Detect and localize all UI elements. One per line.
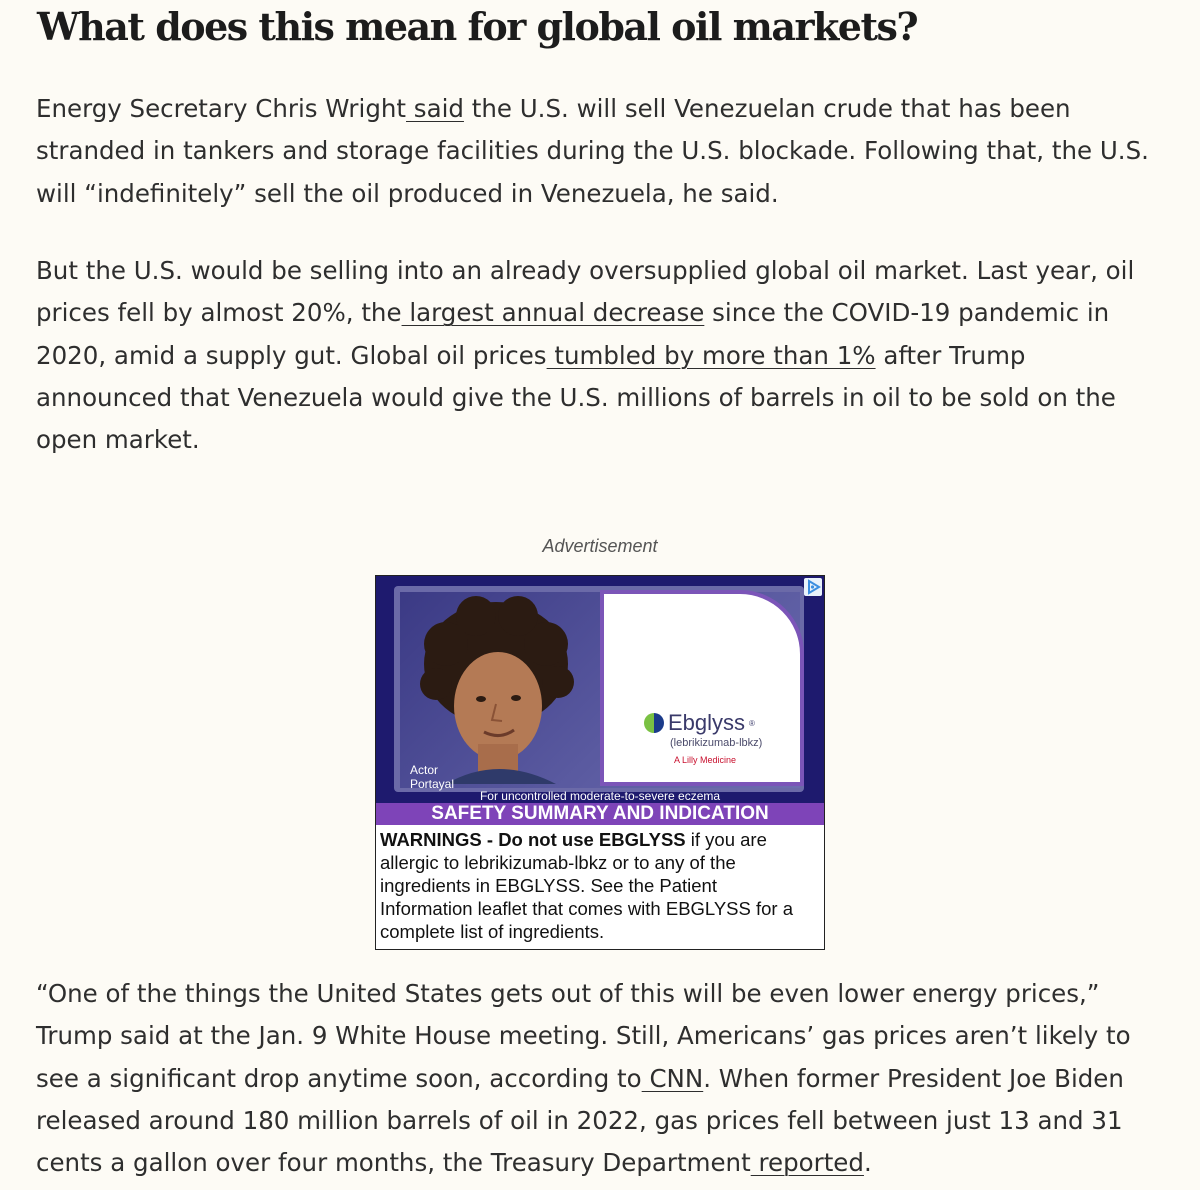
paragraph-text: . When former President Joe Biden released around 180 million barrels of oil in 2022, gas prices fell between just 13 and 31 cents a gallon over four months, the Treasury Department (36, 1063, 1124, 1178)
largest-annual-decrease-link[interactable]: largest annual decrease (401, 298, 705, 328)
adchoices-icon[interactable] (804, 578, 822, 596)
paragraph-1 (36, 88, 1166, 215)
paragraph-text: the U.S. will sell Venezuelan crude that has been stranded in tankers and storage facilities during the U.S. blockade. Following that, the U.S. will “indefinitely” sell the oil produced in Venezuela, he said. (36, 94, 1149, 208)
actor-caption-line: Portayal (410, 777, 455, 791)
reported-link[interactable]: reported (750, 1148, 864, 1178)
section-heading: What does this mean for global oil markets? (37, 4, 918, 49)
ebglyss-generic-name: (lebrikizumab-lbkz) (670, 737, 763, 749)
tumbled-link[interactable]: tumbled by more than 1% (546, 340, 876, 370)
paragraph-text: . (863, 1148, 872, 1178)
ad-safety-band: SAFETY SUMMARY AND INDICATION (376, 803, 824, 825)
paragraph-3 (36, 973, 1166, 1184)
actor-caption-line: Actor (410, 763, 439, 777)
ad-hero-image[interactable] (376, 576, 824, 803)
paragraph-2 (36, 250, 1166, 461)
ad-banner[interactable] (375, 575, 825, 950)
paragraph-text: “One of the things the United States gets out of this will be even lower energy prices,” Trump said at the Jan. 9 White House meeting. Still, Americans’ gas prices aren’t likely to see a significant drop anytime soon, according to (36, 979, 1131, 1093)
registered-mark: ® (749, 718, 755, 728)
ad-indication-strip: For uncontrolled moderate-to-severe eczema (479, 789, 721, 803)
said-link[interactable]: said (406, 94, 464, 123)
paragraph-text: But the U.S. would be selling into an already oversupplied global oil market. Last year, oil prices fell by almost 20%, the (36, 256, 1135, 328)
ebglyss-brand-name: Ebglyss (668, 710, 746, 735)
advertisement-label: Advertisement (542, 536, 658, 556)
actor-portrait-image (406, 594, 586, 784)
ad-safety-text[interactable] (380, 828, 814, 943)
ebglyss-logo (644, 710, 774, 765)
ad-warning-bold: WARNINGS - Do not use EBGLYSS (380, 829, 686, 850)
ebglyss-logo-icon (644, 713, 664, 733)
paragraph-text: after Trump announced that Venezuela would give the U.S. millions of barrels in oil to be sold on the open market. (36, 340, 1116, 455)
paragraph-text: since the COVID-19 pandemic in 2020, amid a supply gut. Global oil prices (36, 298, 1110, 370)
ad-warning-text: if you are allergic to lebrikizumab-lbkz or to any of the ingredients in EBGLYSS. See the Patient Information leaflet that comes with EBGLYSS for a complete list of ingredients. (380, 829, 794, 942)
cnn-link[interactable]: CNN (641, 1063, 704, 1093)
actor-portrayal-caption (410, 763, 454, 791)
paragraph-text: Energy Secretary Chris Wright (36, 94, 407, 123)
lilly-tagline: A Lilly Medicine (674, 755, 737, 765)
